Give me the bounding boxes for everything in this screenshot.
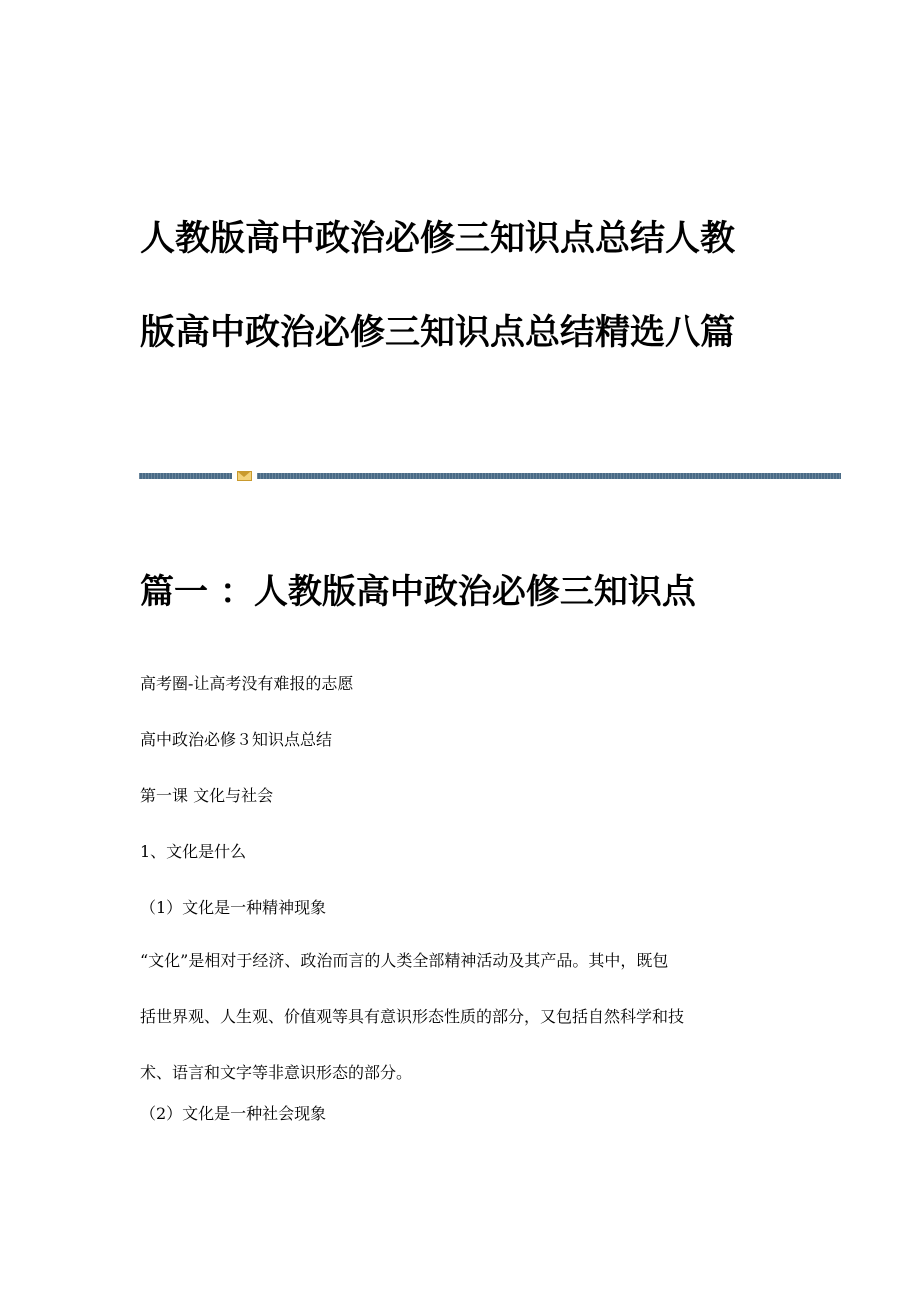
envelope-icon (237, 471, 252, 481)
paragraph-line-2: 括世界观、人生观、价值观等具有意识形态性质的部分，又包括自然科学和技 (140, 1007, 685, 1026)
divider-bar-right (257, 473, 841, 479)
divider-bar-left (139, 473, 232, 479)
text-line-subpoint-2: （2）文化是一种社会现象 (140, 1104, 327, 1123)
title-divider (139, 471, 841, 480)
document-title (140, 192, 800, 380)
paragraph-culture-definition (140, 944, 780, 1090)
text-line-subpoint-1: （1）文化是一种精神现象 (140, 898, 327, 917)
document-title-line-2: 版高中政治必修三知识点总结精选八篇 (140, 312, 736, 353)
paragraph-line-3: 术、语言和文字等非意识形态的部分。 (140, 1063, 413, 1082)
text-line-point-1: 1、文化是什么 (140, 842, 247, 861)
text-line-summary-title: 高中政治必修３知识点总结 (140, 730, 333, 749)
paragraph-line-1: “文化”是相对于经济、政治而言的人类全部精神活动及其产品。其中，既包 (140, 951, 669, 970)
text-line-lesson-title: 第一课 文化与社会 (140, 786, 274, 805)
text-line-tagline: 高考圈-让高考没有难报的志愿 (140, 674, 354, 693)
section-heading: 篇一 ：人教版高中政治必修三知识点 (140, 572, 696, 612)
document-title-line-1: 人教版高中政治必修三知识点总结人教 (140, 218, 736, 259)
